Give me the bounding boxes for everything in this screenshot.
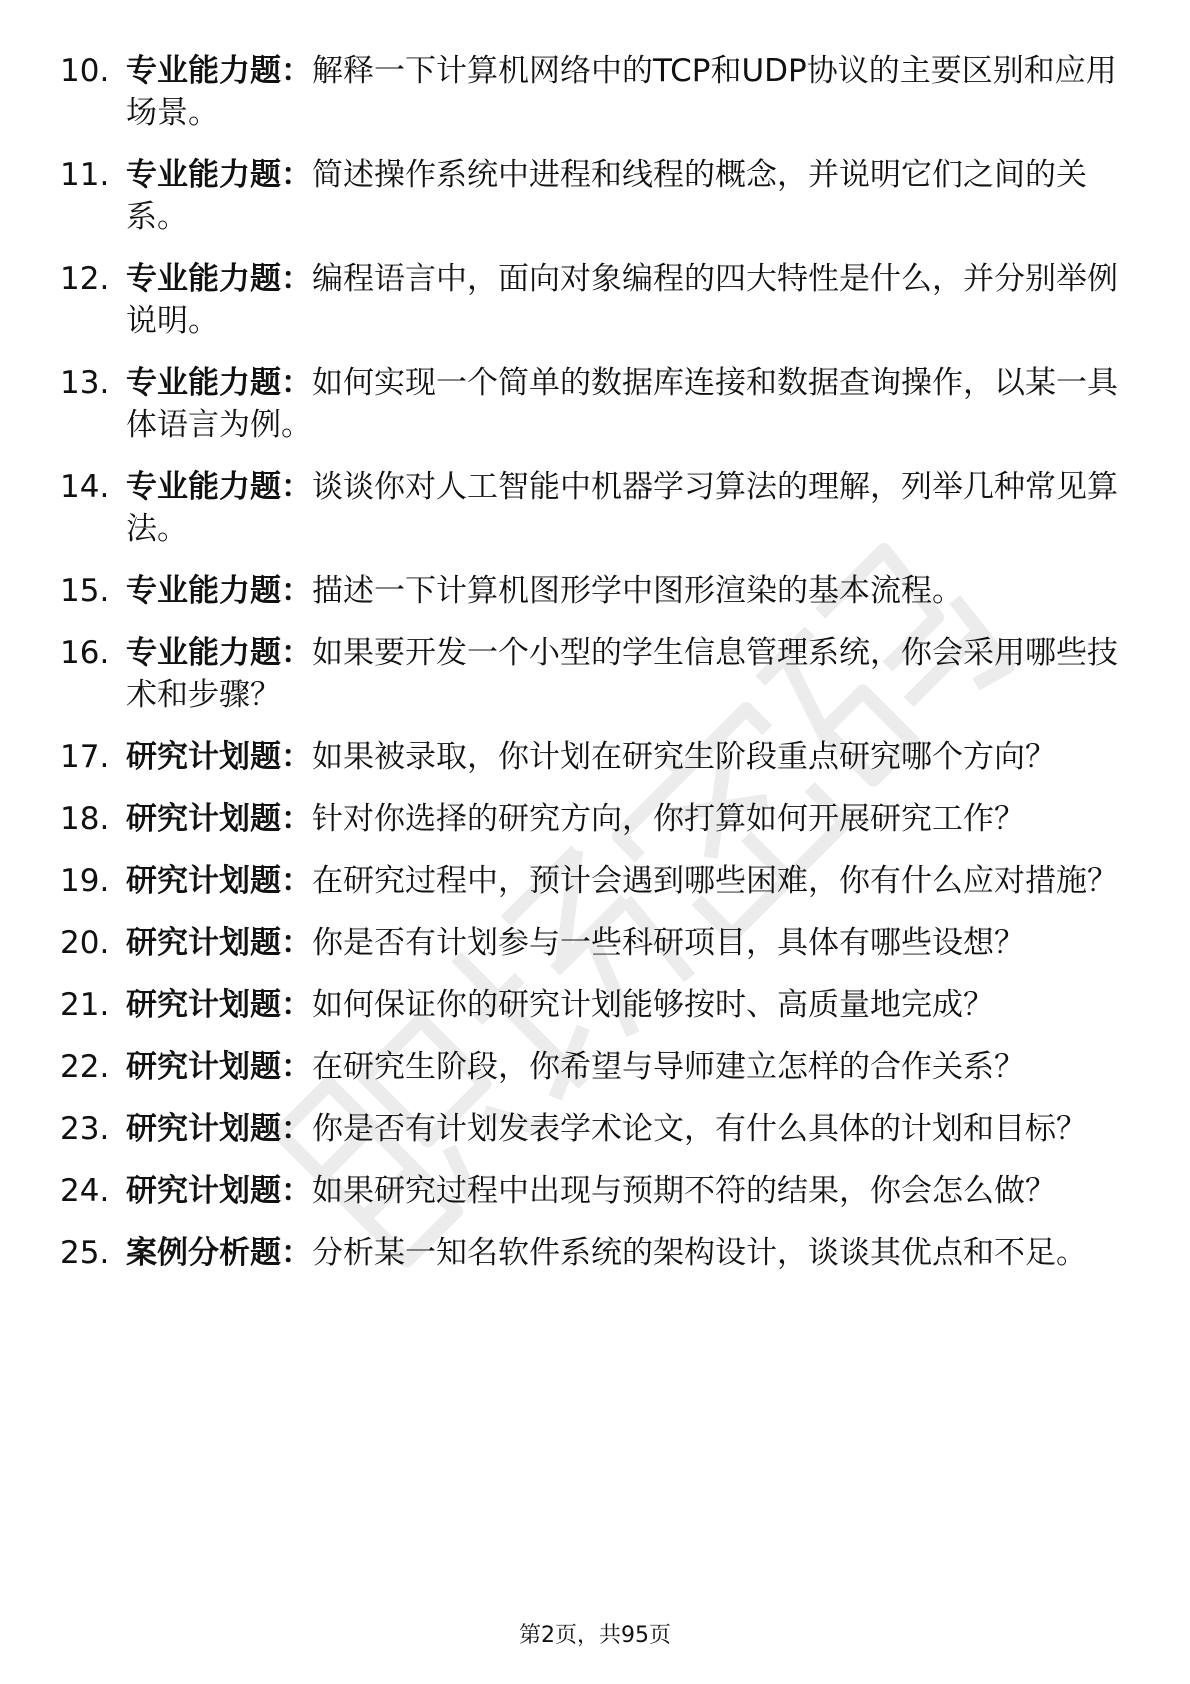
question-body xyxy=(126,984,1140,1026)
question-number: 10. xyxy=(60,53,110,89)
question-item xyxy=(60,570,1140,612)
question-page xyxy=(60,50,1140,1294)
question-text: 描述一下计算机图形学中图形渲染的基本流程。 xyxy=(312,573,963,609)
question-number: 16. xyxy=(60,635,110,671)
question-text: 如果要开发一个小型的学生信息管理系统，你会采用哪些技术和步骤？ xyxy=(126,635,1118,713)
question-item xyxy=(60,362,1140,446)
question-body xyxy=(126,362,1140,446)
question-body xyxy=(126,632,1140,716)
question-body xyxy=(126,1046,1140,1088)
question-body xyxy=(126,466,1140,550)
question-number: 23. xyxy=(60,1111,110,1147)
question-text: 分析某一知名软件系统的架构设计，谈谈其优点和不足。 xyxy=(312,1235,1087,1271)
question-number: 18. xyxy=(60,801,110,837)
question-text: 谈谈你对人工智能中机器学习算法的理解，列举几种常见算法。 xyxy=(126,469,1118,547)
question-text: 你是否有计划发表学术论文，有什么具体的计划和目标？ xyxy=(312,1111,1087,1147)
question-category: 研究计划题： xyxy=(126,925,312,961)
question-body xyxy=(126,922,1140,964)
question-text: 针对你选择的研究方向，你打算如何开展研究工作？ xyxy=(312,801,1025,837)
page-footer xyxy=(0,1621,1190,1651)
question-category: 研究计划题： xyxy=(126,863,312,899)
question-item xyxy=(60,258,1140,342)
question-number: 21. xyxy=(60,987,110,1023)
question-item xyxy=(60,798,1140,840)
question-number: 20. xyxy=(60,925,110,961)
question-number: 25. xyxy=(60,1235,110,1271)
question-category: 专业能力题： xyxy=(126,261,312,297)
question-category: 研究计划题： xyxy=(126,1173,312,1209)
question-item xyxy=(60,860,1140,902)
question-text: 解释一下计算机网络中的TCP和UDP协议的主要区别和应用场景。 xyxy=(126,53,1117,131)
question-number: 15. xyxy=(60,573,110,609)
question-text: 你是否有计划参与一些科研项目，具体有哪些设想？ xyxy=(312,925,1025,961)
question-number: 12. xyxy=(60,261,110,297)
question-item xyxy=(60,632,1140,716)
page-number-label: 第2页，共95页 xyxy=(519,1623,671,1648)
question-category: 研究计划题： xyxy=(126,1111,312,1147)
question-number: 14. xyxy=(60,469,110,505)
question-number: 17. xyxy=(60,739,110,775)
question-body xyxy=(126,860,1140,902)
question-number: 13. xyxy=(60,365,110,401)
question-body xyxy=(126,1108,1140,1150)
question-item xyxy=(60,50,1140,134)
question-number: 19. xyxy=(60,863,110,899)
question-item xyxy=(60,1046,1140,1088)
question-number: 24. xyxy=(60,1173,110,1209)
question-item xyxy=(60,922,1140,964)
question-category: 研究计划题： xyxy=(126,1049,312,1085)
question-list xyxy=(60,50,1140,1274)
question-body xyxy=(126,798,1140,840)
question-body xyxy=(126,1232,1140,1274)
question-item xyxy=(60,984,1140,1026)
question-text: 简述操作系统中进程和线程的概念，并说明它们之间的关系。 xyxy=(126,157,1087,235)
question-category: 专业能力题： xyxy=(126,469,312,505)
question-item xyxy=(60,1170,1140,1212)
question-category: 专业能力题： xyxy=(126,157,312,193)
question-body xyxy=(126,154,1140,238)
question-category: 专业能力题： xyxy=(126,365,312,401)
question-text: 如果被录取，你计划在研究生阶段重点研究哪个方向？ xyxy=(312,739,1056,775)
question-item xyxy=(60,1232,1140,1274)
question-body xyxy=(126,50,1140,134)
question-text: 编程语言中，面向对象编程的四大特性是什么，并分别举例说明。 xyxy=(126,261,1118,339)
question-category: 案例分析题： xyxy=(126,1235,312,1271)
question-category: 研究计划题： xyxy=(126,739,312,775)
question-item xyxy=(60,1108,1140,1150)
question-text: 如果研究过程中出现与预期不符的结果，你会怎么做？ xyxy=(312,1173,1056,1209)
question-number: 22. xyxy=(60,1049,110,1085)
question-body xyxy=(126,258,1140,342)
question-category: 专业能力题： xyxy=(126,635,312,671)
question-body xyxy=(126,570,1140,612)
question-item xyxy=(60,736,1140,778)
question-category: 专业能力题： xyxy=(126,573,312,609)
question-item xyxy=(60,466,1140,550)
question-category: 研究计划题： xyxy=(126,987,312,1023)
question-body xyxy=(126,1170,1140,1212)
question-body xyxy=(126,736,1140,778)
question-category: 研究计划题： xyxy=(126,801,312,837)
question-number: 11. xyxy=(60,157,110,193)
question-item xyxy=(60,154,1140,238)
question-text: 在研究过程中，预计会遇到哪些困难，你有什么应对措施？ xyxy=(312,863,1118,899)
question-category: 专业能力题： xyxy=(126,53,312,89)
question-text: 如何保证你的研究计划能够按时、高质量地完成？ xyxy=(312,987,994,1023)
question-text: 在研究生阶段，你希望与导师建立怎样的合作关系？ xyxy=(312,1049,1025,1085)
question-text: 如何实现一个简单的数据库连接和数据查询操作，以某一具体语言为例。 xyxy=(126,365,1118,443)
